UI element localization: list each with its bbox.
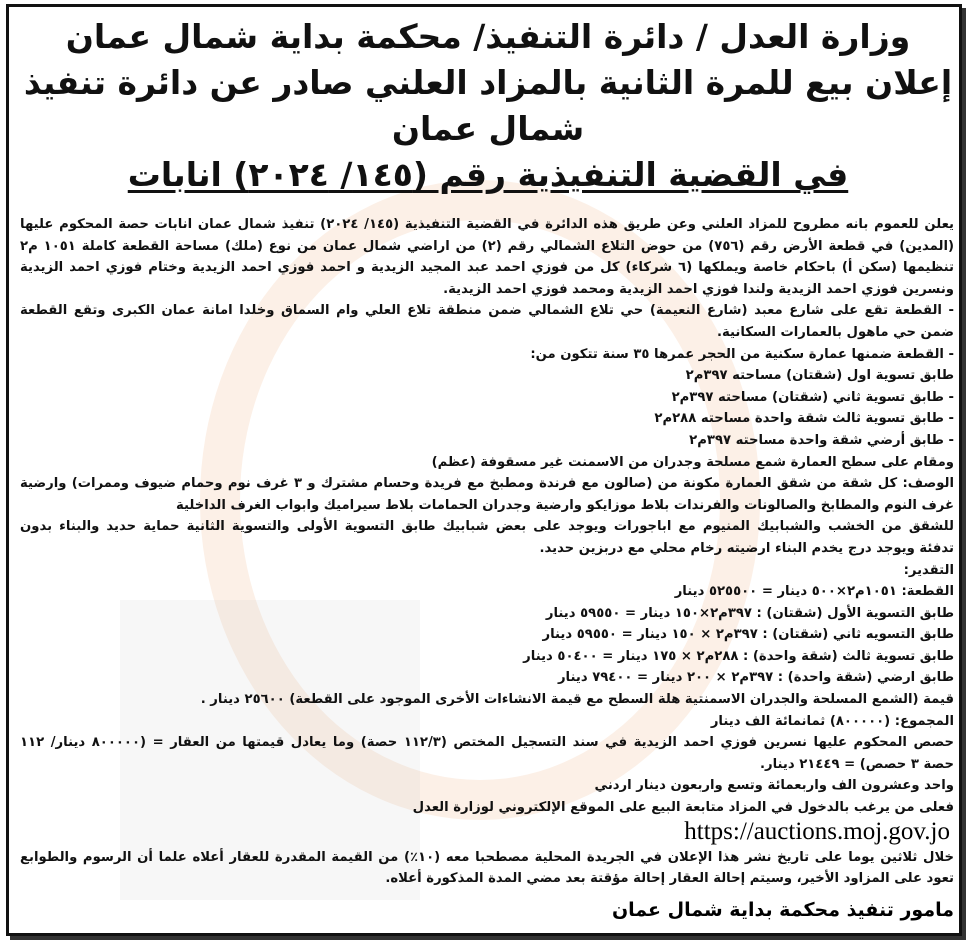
title-ministry: وزارة العدل / دائرة التنفيذ/ محكمة بداية شمال عمان bbox=[65, 17, 911, 56]
body-line: - القطعة ضمنها عمارة سكنية من الحجر عمرها ٣٥ سنة تتكون من: bbox=[530, 346, 954, 362]
body-line: قيمة (الشمع المسلحة والجدران الاسمنتية هلة السطح مع قيمة الانشاءات الأخرى الموجود على القطعة) ٢٥٦٠٠ دينار . bbox=[200, 692, 954, 708]
body-line: - طابق تسوية ثالث شقة واحدة مساحته ٢٨٨م٢ bbox=[654, 411, 954, 427]
body-line: ونسرين فوزي احمد الزيدية ولندا فوزي احمد الزيدية ومحمد فوزي احمد الزيدية. bbox=[443, 281, 954, 297]
body-line: للشقق من الخشب والشبابيك المنيوم مع اباجورات ويوجد على بعض شبابيك طابق التسوية الأولى والتسوية الثانية حماية حديد والبناء بدون bbox=[20, 519, 954, 535]
body-line: - القطعة تقع على شارع معبد (شارع النعيمة) حي تلاع الشمالي ضمن منطقة تلاع العلي وام السماق وخلدا امانة عمان الكبرى وتقع القطعة bbox=[20, 303, 954, 319]
body-line: طابق ارضي (شقة واحدة) : ٣٩٧م٢ × ٢٠٠ دينار = ٧٩٤٠٠ دينار bbox=[557, 670, 954, 686]
body-line: يعلن للعموم بانه مطروح للمزاد العلني وعن طريق هذه الدائرة في القضية التنفيذية (١٤٥/ ٢٠٢٤) تنفيذ شمال عمان انابات حصة المحكوم عليها bbox=[20, 217, 955, 232]
body-line: حصة ٣ حصص) = ٢١٤٤٩ دينار. bbox=[760, 756, 954, 772]
announcement-body bbox=[20, 214, 954, 924]
body-line: تنظيمها (سكن أ) باحكام خاصة ويملكها (٦ شركاء) كل من فوزي احمد عبد المجيد الزيدية و احمد فوزي احمد الزيدية وختام فوزي احمد الزيدية bbox=[20, 260, 955, 276]
body-line: غرف النوم والمطابخ والصالونات والفرندات بلاط موزايكو وارضية وجدران الحمامات بلاط سيراميك وابواب الغرف الداخلية bbox=[176, 497, 954, 513]
title-case-number: في القضية التنفيذية رقم (١٤٥/ ٢٠٢٤) انابات bbox=[127, 155, 849, 194]
body-line: القطعة: ١٠٥١م٢×٥٠٠ دينار = ٥٢٥٥٠٠ دينار bbox=[674, 584, 954, 600]
body-line: - طابق أرضي شقة واحدة مساحته ٣٩٧م٢ bbox=[689, 432, 954, 448]
body-line: طابق تسوية اول (شقتان) مساحته ٣٩٧م٢ bbox=[685, 368, 954, 384]
body-line: طابق التسويه ثاني (شقتان) : ٣٩٧م٢ × ١٥٠ دينار = ٥٩٥٥٠ دينار bbox=[542, 627, 954, 643]
closing-line: تعود على المزاود الأخير، وسيتم إحالة العقار إحالة مؤقتة بعد مضي المدة المذكورة أعلاه. bbox=[385, 871, 954, 887]
title-location: شمال عمان bbox=[391, 109, 585, 148]
title-sale-announcement: إعلان بيع للمرة الثانية بالمزاد العلني صادر عن دائرة تنفيذ bbox=[23, 63, 953, 102]
body-line: ضمن حي ماهول بالعمارات السكانية. bbox=[717, 324, 954, 340]
body-line: طابق التسوية الأول (شقتان) : ٣٩٧م٢×١٥٠ دينار = ٥٩٥٥٠ دينار bbox=[545, 605, 954, 621]
body-line: (المدين) في قطعة الأرض رقم (٧٥٦) من حوض التلاع الشمالي رقم (٢) من اراضي شمال عمان من نوع (ملك) مساحة القطعة كاملة ١٠٥١ م٢ bbox=[20, 238, 954, 254]
body-line: طابق تسوية ثالث (شقة واحدة) : ٢٨٨م٢ × ١٧٥ دينار = ٥٠٤٠٠ دينار bbox=[523, 648, 954, 664]
signature: مامور تنفيذ محكمة بداية شمال عمان bbox=[611, 898, 954, 921]
body-line: واحد وعشرون الف واربعمائة وتسع واربعون دينار اردني bbox=[594, 778, 954, 794]
body-line: المجموع: (٨٠٠٠٠٠) ثمانمائة الف دينار bbox=[710, 713, 954, 729]
closing-line: خلال ثلاثين يوما على تاريخ نشر هذا الإعلان في الجريدة المحلية مصطحبا معه (١٠٪) من القيمة المقدرة للعقار أعلاه علما أن الرسوم والطوابع bbox=[20, 849, 954, 865]
announcement-header bbox=[0, 14, 976, 198]
body-line: حصص المحكوم عليها نسرين فوزي احمد الزيدية في سند التسجيل المختص (١١٢/٣ حصة) وما يعادل قيمتها من العقار = (٨٠٠٠٠٠ دينار/ ١١٢ bbox=[20, 735, 954, 751]
body-lines bbox=[20, 214, 954, 819]
body-line: التقدير: bbox=[903, 562, 954, 578]
body-line: فعلى من يرغب بالدخول في المزاد متابعة البيع على الموقع الإلكتروني لوزارة العدل bbox=[412, 800, 954, 816]
body-line: - طابق تسوية ثاني (شقتان) مساحته ٣٩٧م٢ bbox=[671, 389, 954, 405]
body-line: تدفئة ويوجد درج يخدم البناء ارضيته رخام محلي مع دربزين حديد. bbox=[539, 540, 954, 556]
body-line: الوصف: كل شقة من شقق العمارة مكونة من (صالون مع فرندة ومطبخ مع فريدة وحسام مشترك و ٣ غرف نوم وحمام ضيوف وممرات) وارضية bbox=[20, 476, 954, 492]
auction-website-link[interactable]: https://auctions.moj.gov.jo bbox=[684, 817, 950, 845]
body-line: ومقام على سطح العمارة شمع مسلحة وجدران من الاسمنت غير مسقوفة (عظم) bbox=[431, 454, 954, 470]
